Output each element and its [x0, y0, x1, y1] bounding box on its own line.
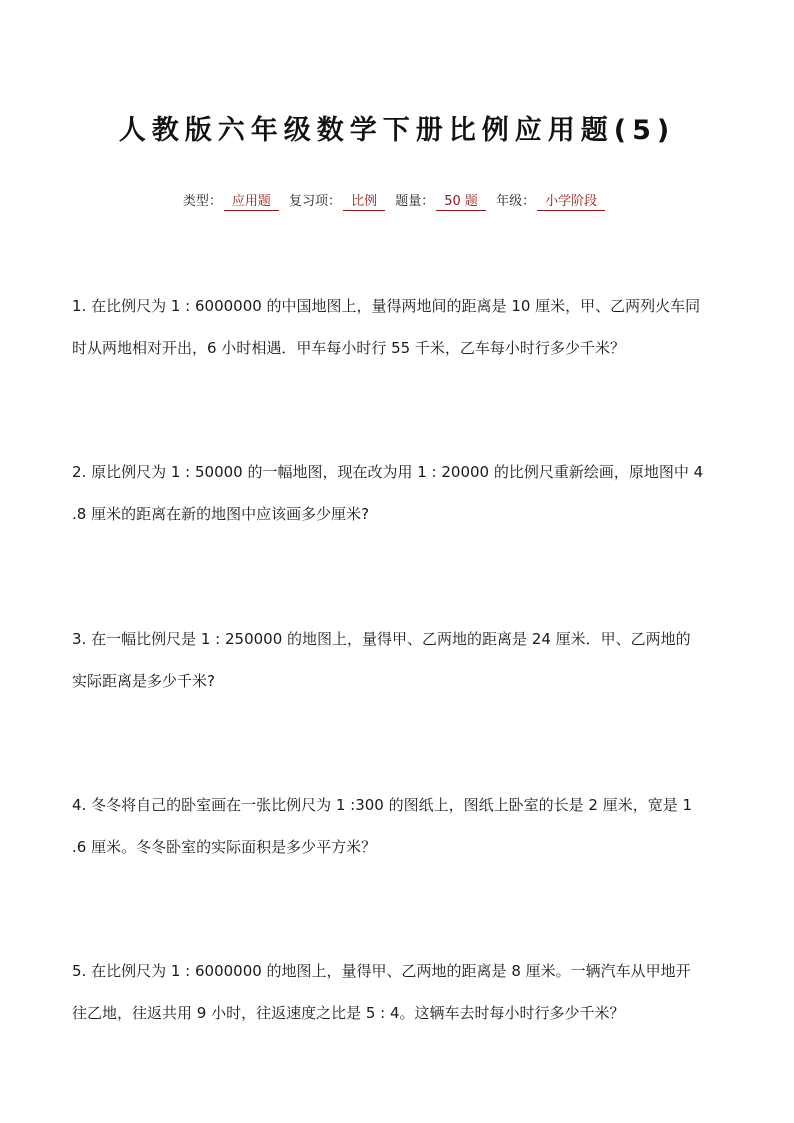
question-5-line-2: 往乙地，往返共用 9 小时，往返速度之比是 5 : 4。这辆车去时每小时行多少千米？	[72, 1004, 625, 1022]
question-4-line-2: .6 厘米。冬冬卧室的实际面积是多少平方米？	[72, 838, 377, 856]
page-title: 人教版六年级数学下册比例应用题(5)	[118, 115, 676, 146]
question-5-line-1: 5. 在比例尺为 1 : 6000000 的地图上，量得甲、乙两地的距离是 8 厘米。一辆汽车从甲地开	[72, 962, 691, 980]
grade-value: 小学阶段	[537, 194, 605, 211]
type-label: 类型：	[182, 194, 222, 209]
grade-label: 年级：	[496, 194, 536, 209]
question-1	[72, 285, 724, 369]
question-3-line-2: 实际距离是多少千米?	[72, 672, 215, 690]
question-5	[72, 950, 724, 1034]
question-2-line-2: .8 厘米的距离在新的地图中应该画多少厘米?	[72, 505, 370, 523]
question-1-line-1: 1. 在比例尺为 1 : 6000000 的中国地图上，量得两地间的距离是 10 厘米，甲、乙两列火车同	[72, 297, 701, 315]
review-value: 比例	[343, 194, 385, 211]
count-value: 50 题	[436, 194, 486, 211]
question-2	[72, 451, 724, 535]
question-4-line-1: 4. 冬冬将自己的卧室画在一张比例尺为 1 :300 的图纸上，图纸上卧室的长是 2 厘米，宽是 1	[72, 796, 693, 814]
question-4	[72, 784, 724, 868]
type-value: 应用题	[224, 194, 279, 211]
review-label: 复习项：	[289, 194, 342, 209]
question-3	[72, 618, 724, 702]
meta-row	[0, 190, 794, 211]
question-3-line-1: 3. 在一幅比例尺是 1 : 250000 的地图上，量得甲、乙两地的距离是 24 厘米．甲、乙两地的	[72, 630, 691, 648]
question-1-line-2: 时从两地相对开出，6 小时相遇．甲车每小时行 55 千米，乙车每小时行多少千米？	[72, 339, 625, 357]
question-2-line-1: 2. 原比例尺为 1 : 50000 的一幅地图，现在改为用 1 : 20000 的比例尺重新绘画，原地图中 4	[72, 463, 704, 481]
count-label: 题量：	[395, 194, 435, 209]
